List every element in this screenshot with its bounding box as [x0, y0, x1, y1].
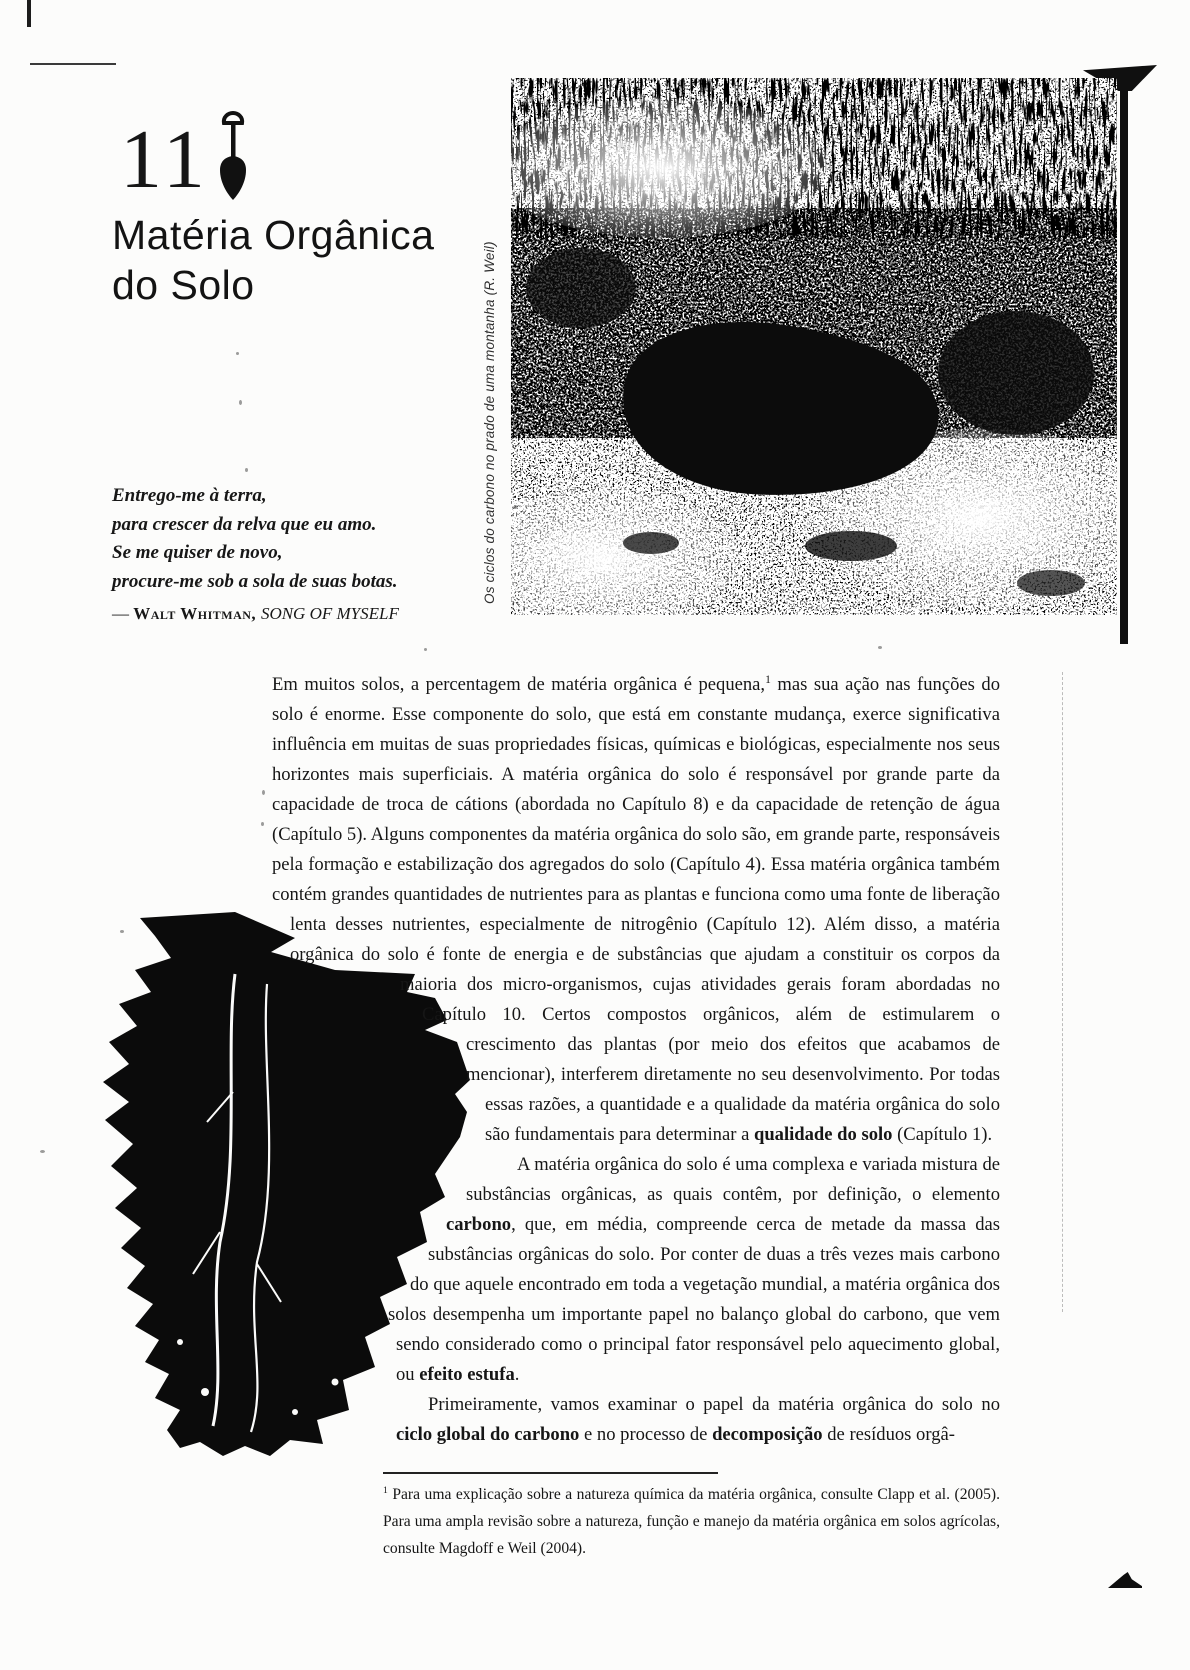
scan-edge-mark	[27, 0, 31, 27]
shovel-icon	[216, 110, 250, 202]
footnote	[383, 1472, 1000, 1562]
footnote-text: $^1$ Para uma explicação sobre a natureza química da matéria orgânica, consulte Clapp et al. (2005). Para uma ampla revisão sobre a natureza, função e manejo da matéria orgânica em solos agrícolas, consulte Magdoff e Weil (2004).	[383, 1484, 1000, 1557]
page-binding-bar	[1120, 84, 1128, 644]
quote-line: procure-me sob a sola de suas botas.	[112, 570, 398, 592]
scan-speck	[424, 648, 427, 651]
scan-speck	[239, 400, 242, 405]
attribution-dash: —	[112, 604, 134, 623]
chapter-number: 11	[120, 113, 209, 206]
quote-line: Entrego-me à terra,	[112, 485, 267, 506]
title-line-2: do Solo	[112, 262, 255, 308]
footnote-rule	[383, 1472, 718, 1474]
quote-line: Se me quiser de novo,	[112, 542, 283, 563]
quote-line: para crescer da relva que eu amo.	[112, 513, 377, 535]
page-title	[112, 210, 434, 310]
corner-mark	[1108, 1572, 1142, 1588]
paragraph-2: A matéria orgânica do solo é uma complexa e variada mistura de substâncias orgânicas, as quais contêm, por definição, o elemento carbono, que, em média, compreende cerca de metade da massa das substâncias orgânicas do solo. Por conter de duas a três vezes mais carbono do que aquele encontrado em toda a vegetação mundial, a matéria orgânica dos solos desempenha um importante papel no balanço global do carbono, que vem sendo considerado como o principal fator responsável pelo aquecimento global, ou efeito estufa.	[388, 1154, 1000, 1385]
attribution-work: SONG OF MYSELF	[260, 604, 399, 623]
paragraph-1: Em muitos solos, a percentagem de matéria orgânica é pequena,$^1$ mas sua ação nas funções do solo é enorme. Esse componente do solo, que está em constante mudança, exerce significativa influência em muitas de suas propriedades físicas, químicas e biológicas, especialmente nos seus horizontes mais superficiais. A matéria orgânica do solo é responsável por grande parte da capacidade de troca de cátions (abordada no Capítulo 8) e da capacidade de retenção de água (Capítulo 5). Alguns componentes da matéria orgânica do solo são, em grande parte, responsáveis pela formação e estabilização dos agregados do solo (Capítulo 4). Essa matéria orgânica também contém grandes quantidades de nutrientes para as plantas e funciona como uma fonte de liberação lenta desses nutrientes, especialmente de nitrogênio (Capítulo 12). Além disso, a matéria orgânica do solo é fonte de energia e de substâncias que ajudam a constituir os corpos da maioria dos micro-organismos, cujas atividades gerais foram abordadas no Capítulo 10. Certos compostos orgânicos, além de estimularem o crescimento das plantas (por meio dos efeitos que acabamos de mencionar), interferem diretamente no seu desenvolvimento. Por todas essas razões, a quantidade e a qualidade da matéria orgânica do solo são fundamentais para determinar a qualidade do solo (Capítulo 1).	[272, 673, 1001, 1145]
body-text	[270, 670, 1000, 1562]
fold-line	[1062, 672, 1063, 1312]
scan-speck	[878, 646, 882, 649]
quote-attribution	[112, 604, 472, 624]
scan-speck	[262, 790, 265, 795]
paragraph-3: Primeiramente, vamos examinar o papel da matéria orgânica do solo no ciclo global do carbono e no processo de decomposição de resíduos orgâ-	[396, 1394, 1000, 1445]
chapter-photo	[511, 78, 1117, 615]
scan-speck	[261, 822, 264, 826]
epigraph	[112, 482, 472, 624]
attribution-author: Walt Whitman,	[133, 604, 261, 623]
scan-speck	[40, 1150, 45, 1153]
scan-speck	[236, 352, 239, 355]
photo-caption: Os ciclos do carbono no prado de uma montanha (R. Weil)	[482, 241, 497, 604]
top-left-rule	[30, 63, 116, 65]
title-line-1: Matéria Orgânica	[112, 212, 435, 258]
scan-speck	[245, 468, 248, 472]
